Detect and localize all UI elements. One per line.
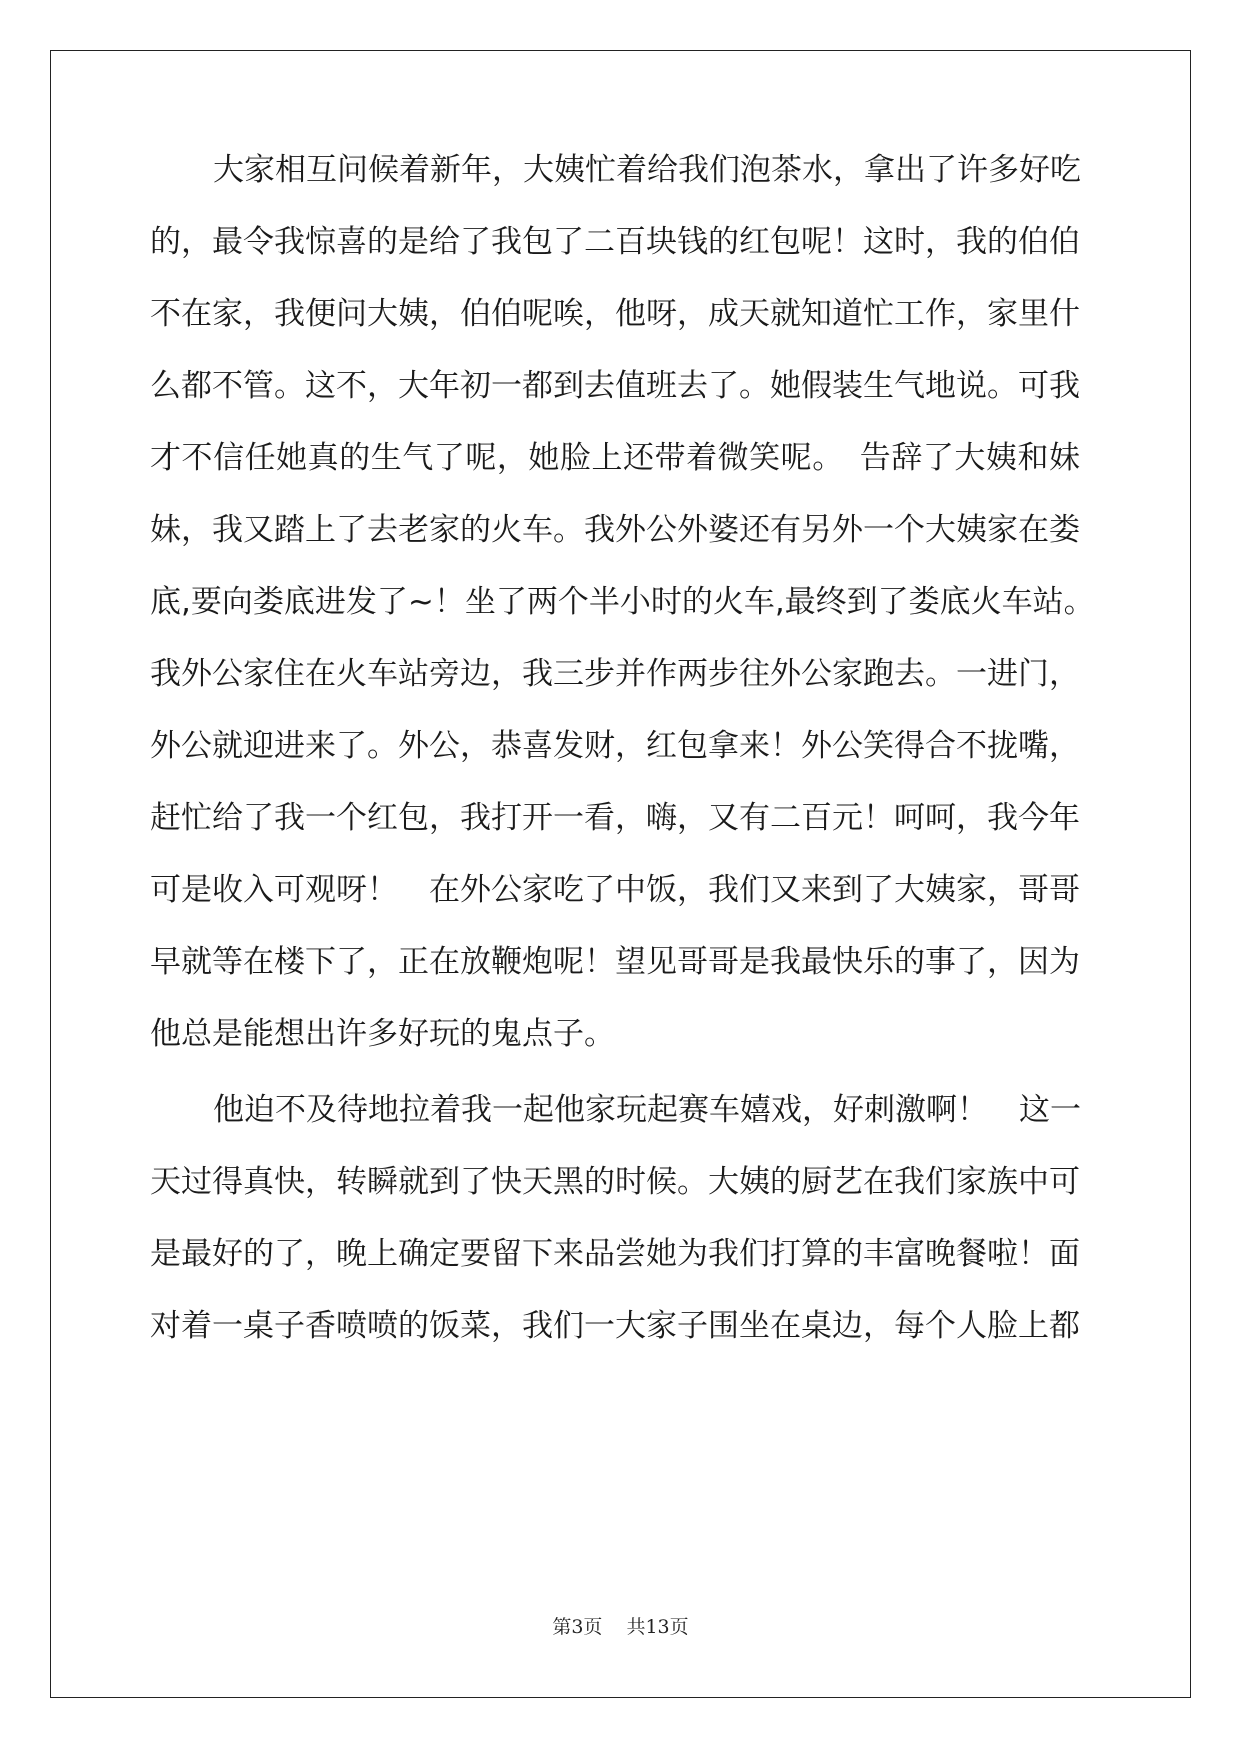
text-line: 的，最令我惊喜的是给了我包了二百块钱的红包呢！这时，我的伯伯 [150,224,1080,260]
text-line: 他迫不及待地拉着我一起他家玩起赛车嬉戏，好刺激啊！ 这一 [213,1092,1081,1128]
text-line: 天过得真快，转瞬就到了快天黑的时候。大姨的厨艺在我们家族中可 [150,1164,1080,1200]
page-footer [0,1612,1241,1639]
text-line: 底,要向娄底进发了~！坐了两个半小时的火车,最终到了娄底火车站。 [150,584,1095,620]
text-line: 对着一桌子香喷喷的饭菜，我们一大家子围坐在桌边，每个人脸上都 [150,1308,1080,1344]
page-total: 共13页 [626,1616,689,1638]
text-line: 外公就迎进来了。外公，恭喜发财，红包拿来！外公笑得合不拢嘴， [150,728,1080,764]
text-line: 早就等在楼下了，正在放鞭炮呢！望见哥哥是我最快乐的事了，因为 [150,944,1080,980]
text-line: 赶忙给了我一个红包，我打开一看，嗨，又有二百元！呵呵，我今年 [150,800,1080,836]
text-line: 我外公家住在火车站旁边，我三步并作两步往外公家跑去。一进门， [150,656,1080,692]
text-line: 才不信任她真的生气了呢，她脸上还带着微笑呢。 告辞了大姨和妹 [150,440,1080,476]
text-line: 么都不管。这不，大年初一都到去值班去了。她假装生气地说。可我 [150,368,1080,404]
text-line: 可是收入可观呀！ 在外公家吃了中饭，我们又来到了大姨家，哥哥 [150,872,1080,908]
text-line: 妹，我又踏上了去老家的火车。我外公外婆还有另外一个大姨家在娄 [150,512,1080,548]
text-line: 他总是能想出许多好玩的鬼点子。 [150,1016,615,1052]
page-number: 第3页 [552,1616,603,1638]
text-line: 大家相互问候着新年，大姨忙着给我们泡茶水，拿出了许多好吃 [213,152,1081,188]
text-line: 是最好的了，晚上确定要留下来品尝她为我们打算的丰富晚餐啦！面 [150,1236,1080,1272]
text-line: 不在家，我便问大姨，伯伯呢唉，他呀，成天就知道忙工作，家里什 [150,296,1080,332]
